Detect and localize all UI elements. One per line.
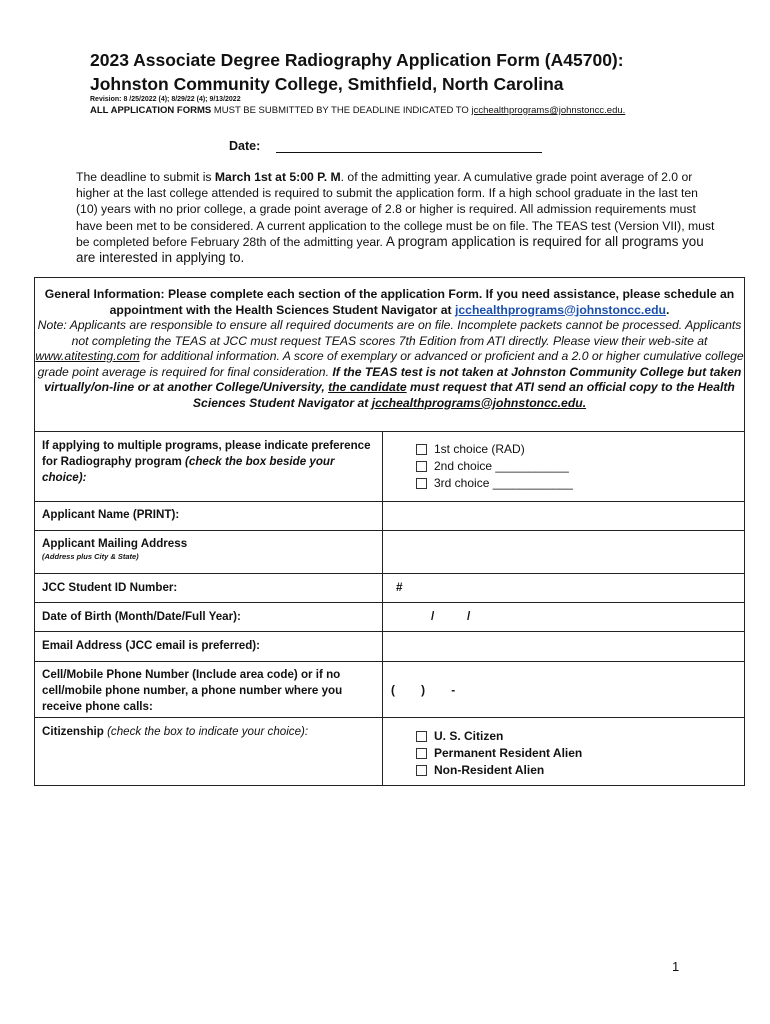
- email-field[interactable]: [387, 633, 737, 658]
- submit-note-text: MUST BE SUBMITTED BY THE DEADLINE INDICATED TO: [211, 105, 472, 116]
- citizen-label: U. S. Citizen: [434, 729, 504, 743]
- general-intro-end: .: [665, 302, 670, 317]
- non-resident-checkbox[interactable]: [416, 765, 427, 776]
- date-of-birth-label: Date of Birth (Month/Date/Full Year):: [42, 610, 241, 623]
- deadline-text-1: The deadline to submit is: [76, 170, 215, 184]
- choice-3-checkbox[interactable]: [416, 478, 427, 489]
- date-field[interactable]: [276, 152, 542, 153]
- permanent-resident-label: Permanent Resident Alien: [434, 746, 583, 760]
- non-resident-label: Non-Resident Alien: [434, 763, 545, 777]
- preference-label-italic: (check the box beside your choice):: [42, 455, 335, 484]
- submit-email-link[interactable]: jcchealthprograms@johnstoncc.edu.: [471, 105, 626, 116]
- deadline-date: March 1st at 5:00 P. M: [214, 170, 341, 184]
- general-information: [35, 278, 744, 432]
- general-note-1: Note: Applicants are responsible to ensure all required documents are on file. Incomplete packets cannot be processed. Applicants not completing the TEAS at JCC must request TEAS scores 7th Edition from ATI directly. Please view their web-site at: [37, 318, 742, 348]
- permanent-resident-option[interactable]: [416, 745, 582, 762]
- navigator-email-link[interactable]: jcchealthprograms@johnstoncc.edu: [455, 302, 666, 317]
- citizenship-row: [35, 717, 744, 785]
- program-application-note: A program application is required for all programs you are interested in applying to.: [76, 233, 704, 266]
- preference-label-text: If applying to multiple programs, please indicate preference for Radiography program: [42, 439, 371, 468]
- choice-1-checkbox[interactable]: [416, 444, 427, 455]
- general-note-2: for additional information. A score of exemplary or advanced or proficient and a 2.0 or higher cumulative college grade point average is required for final consideration.: [37, 349, 744, 379]
- non-resident-option[interactable]: [416, 762, 544, 779]
- page-number: 1: [672, 959, 680, 974]
- phone-label: Cell/Mobile Phone Number (Include area code) or if no cell/mobile phone number, a phone number where you receive phone calls:: [42, 668, 343, 713]
- permanent-resident-checkbox[interactable]: [416, 748, 427, 759]
- date-of-birth-field[interactable]: / /: [431, 609, 471, 623]
- student-id-field[interactable]: #: [396, 580, 403, 594]
- applicant-name-label: Applicant Name (PRINT):: [42, 508, 180, 521]
- choice-3-label: 3rd choice ____________: [434, 476, 573, 490]
- page-title: [90, 48, 730, 96]
- applicant-name-field[interactable]: [387, 503, 737, 527]
- submit-note: [90, 105, 625, 116]
- preference-row: [35, 432, 744, 502]
- citizen-option[interactable]: [416, 728, 503, 745]
- citizenship-label-text: Citizenship: [42, 725, 108, 738]
- deadline-text-2: . of the admitting year. A cumulative grade point average of 2.0 or higher at the last college attended is required to submit the application form. If a high school graduate in the last ten (10) years with no prior college, a grade point average of 2.8 or higher is required. All admission requirements must have been met to be considered. A current application to the college must be on file. The TEAS test (Version VII), must be completed before February 28th of the admitting year.: [76, 170, 715, 249]
- choice-2-label: 2nd choice ___________: [434, 459, 569, 473]
- teas-note-1: If the TEAS test is not taken at Johnston Community College but taken virtually/on-line or at another College/University,: [44, 364, 742, 394]
- mailing-address-row: [35, 530, 744, 574]
- choice-2-checkbox[interactable]: [416, 461, 427, 472]
- email-row: [35, 631, 744, 662]
- mailing-address-text: Applicant Mailing Address: [42, 537, 188, 550]
- teas-note-underlined: the candidate: [328, 380, 407, 394]
- choice-1-option[interactable]: [416, 441, 525, 458]
- application-form-table: [34, 277, 745, 786]
- choice-3-option[interactable]: [416, 475, 573, 492]
- email-label: Email Address (JCC email is preferred):: [42, 639, 260, 652]
- date-label: Date:: [229, 139, 261, 153]
- title-line-2: Johnston Community College, Smithfield, North Carolina: [90, 74, 564, 94]
- citizenship-label: [42, 724, 372, 740]
- choice-2-option[interactable]: [416, 458, 569, 475]
- mailing-address-label: [42, 536, 372, 562]
- submit-note-bold: ALL APPLICATION FORMS: [90, 105, 212, 116]
- student-id-row: [35, 573, 744, 603]
- citizenship-label-italic: (check the box to indicate your choice):: [107, 725, 309, 738]
- choice-1-label: 1st choice (RAD): [434, 442, 525, 456]
- preference-label: [42, 438, 372, 486]
- student-id-label: JCC Student ID Number:: [42, 581, 178, 594]
- applicant-name-row: [35, 501, 744, 531]
- teas-note-2: must request that ATI send an official copy to the Health Sciences Student Navigator at: [192, 380, 735, 410]
- mailing-address-sub: (Address plus City & State): [42, 552, 139, 561]
- phone-field[interactable]: ( ) -: [391, 683, 456, 697]
- title-line-1: 2023 Associate Degree Radiography Application Form (A45700):: [90, 50, 624, 70]
- general-intro: General Information: Please complete each section of the application Form. If you need assistance, please schedule an appointment with the Health Sciences Student Navigator at: [44, 287, 735, 317]
- date-of-birth-row: [35, 602, 744, 632]
- citizen-checkbox[interactable]: [416, 731, 427, 742]
- ati-website-link[interactable]: www.atitesting.com: [35, 349, 140, 363]
- revision-note: Revision: 8 /25/2022 (4); 8/29/22 (4); 9/13/2022: [90, 96, 241, 103]
- teas-email-link[interactable]: jcchealthprograms@johnstoncc.edu.: [371, 395, 587, 410]
- phone-row: [35, 661, 744, 718]
- deadline-paragraph: [76, 169, 716, 266]
- mailing-address-field[interactable]: [387, 532, 737, 570]
